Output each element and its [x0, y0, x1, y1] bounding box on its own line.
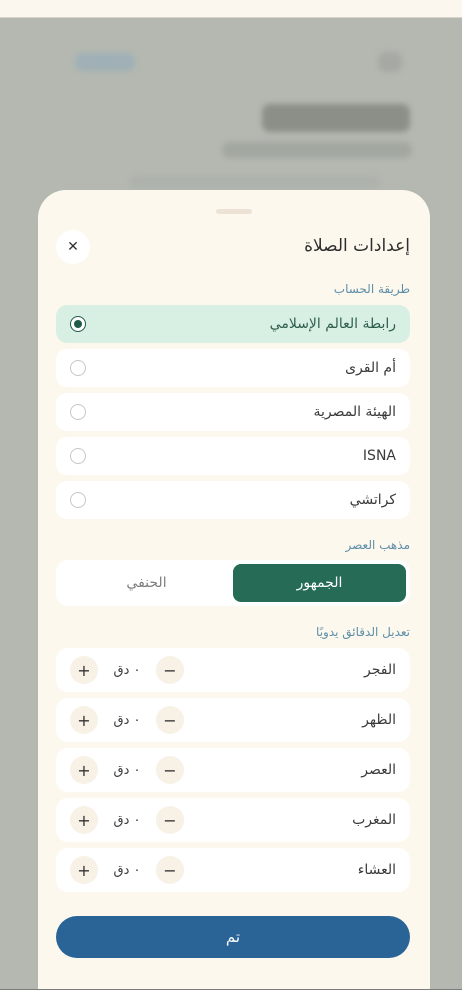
prayer-settings-sheet: [38, 190, 430, 990]
radio-icon: [70, 360, 86, 376]
calc-option-umm-al-qura[interactable]: [56, 349, 410, 387]
close-icon: ✕: [67, 239, 79, 255]
prayer-name: المغرب: [352, 812, 396, 828]
adjust-row-isha: [56, 848, 410, 892]
adjust-row-asr: [56, 748, 410, 792]
calc-option-label: كراتشي: [349, 492, 396, 508]
adjust-stepper: [70, 756, 184, 784]
calc-option-egyptian[interactable]: [56, 393, 410, 431]
drag-handle[interactable]: [216, 209, 252, 214]
adjust-row-dhuhr: [56, 698, 410, 742]
minus-icon[interactable]: −: [156, 656, 184, 684]
prayer-name: العصر: [361, 762, 396, 778]
adjust-stepper: [70, 806, 184, 834]
adjust-stepper: [70, 656, 184, 684]
plus-icon[interactable]: +: [70, 856, 98, 884]
minus-icon[interactable]: −: [156, 806, 184, 834]
calc-option-label: الهيئة المصرية: [313, 404, 396, 420]
asr-option-hanafi[interactable]: الحنفي: [126, 575, 167, 591]
close-button[interactable]: [56, 230, 90, 264]
adjust-value: ٠ دق: [113, 812, 141, 828]
prayer-name: الفجر: [364, 662, 396, 678]
asr-option-majority[interactable]: الجمهور: [233, 564, 406, 602]
calc-option-isna[interactable]: [56, 437, 410, 475]
minus-icon[interactable]: −: [156, 856, 184, 884]
radio-icon: [70, 448, 86, 464]
asr-segmented-control: [56, 560, 410, 606]
adjust-value: ٠ دق: [113, 862, 141, 878]
minus-icon[interactable]: −: [156, 706, 184, 734]
calc-option-label: أم القرى: [345, 360, 396, 376]
calc-option-label: رابطة العالم الإسلامي: [269, 316, 396, 332]
plus-icon[interactable]: +: [70, 756, 98, 784]
adjust-value: ٠ دق: [113, 762, 141, 778]
calculation-method-label: طريقة الحساب: [333, 282, 410, 296]
manual-adjust-label: تعديل الدقائق يدويًا: [316, 625, 410, 639]
radio-selected-icon: [70, 316, 86, 332]
prayer-name: الظهر: [362, 712, 396, 728]
status-bar: [0, 0, 462, 18]
radio-icon: [70, 404, 86, 420]
done-button[interactable]: تم: [56, 916, 410, 958]
prayer-name: العشاء: [357, 862, 396, 878]
adjust-row-fajr: [56, 648, 410, 692]
calc-option-karachi[interactable]: [56, 481, 410, 519]
calc-option-mwl[interactable]: [56, 305, 410, 343]
adjust-stepper: [70, 706, 184, 734]
plus-icon[interactable]: +: [70, 656, 98, 684]
plus-icon[interactable]: +: [70, 706, 98, 734]
asr-method-label: مذهب العصر: [345, 538, 410, 552]
adjust-value: ٠ دق: [113, 712, 141, 728]
adjust-row-maghrib: [56, 798, 410, 842]
sheet-title: إعدادات الصلاة: [304, 236, 410, 256]
adjust-value: ٠ دق: [113, 662, 141, 678]
minus-icon[interactable]: −: [156, 756, 184, 784]
calc-option-label: ISNA: [362, 448, 396, 464]
adjust-stepper: [70, 856, 184, 884]
plus-icon[interactable]: +: [70, 806, 98, 834]
radio-icon: [70, 492, 86, 508]
